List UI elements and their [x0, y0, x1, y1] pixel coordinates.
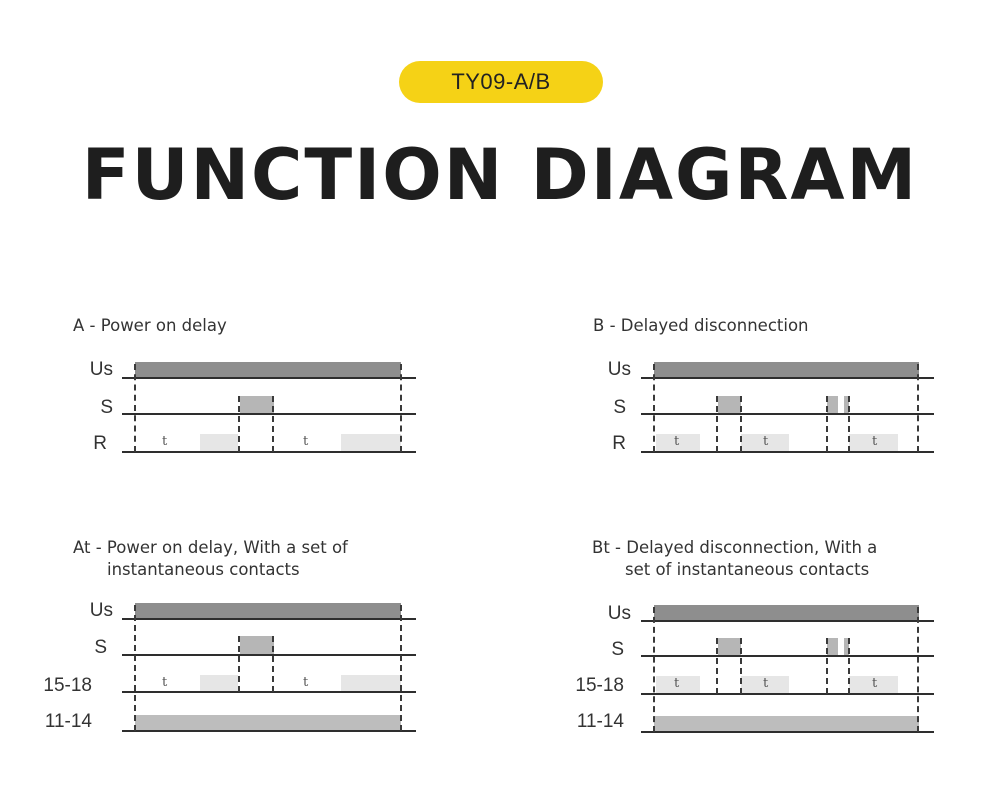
time-marker: [917, 607, 919, 732]
s-pulse: [827, 396, 838, 413]
contact-15-18-baseline: [641, 693, 934, 695]
s-pulse: [718, 638, 741, 655]
label-s: S: [94, 637, 107, 658]
time-marker: [272, 636, 274, 692]
time-marker: [848, 638, 850, 694]
contact-11-14-baseline: [122, 730, 416, 732]
timer-label: t: [674, 434, 680, 449]
s-pulse: [718, 396, 741, 413]
timer-label: t: [162, 675, 168, 690]
s-baseline: [641, 413, 934, 415]
timer-label: t: [872, 434, 878, 449]
s-pulse: [827, 638, 838, 655]
time-marker: [917, 364, 919, 452]
model-badge: TY09-A/B: [399, 61, 603, 103]
label-15-18: 15-18: [43, 675, 92, 696]
label-us: Us: [607, 359, 631, 380]
label-s: S: [611, 639, 624, 660]
r-baseline: [641, 451, 934, 453]
diagram-a-caption: A - Power on delay: [73, 316, 227, 335]
diagram-bt-caption-line2: set of instantaneous contacts: [625, 560, 870, 579]
time-marker: [716, 638, 718, 694]
time-marker: [134, 605, 136, 731]
us-baseline: [122, 618, 416, 620]
us-baseline: [641, 377, 934, 379]
time-marker: [653, 364, 655, 452]
contact-11-14-baseline: [641, 731, 934, 733]
label-s: S: [613, 397, 626, 418]
label-11-14: 11-14: [44, 711, 92, 732]
diagram-at-caption-line2: instantaneous contacts: [107, 560, 300, 579]
time-marker: [716, 396, 718, 452]
label-15-18: 15-18: [575, 675, 624, 696]
timer-label: t: [763, 676, 769, 691]
time-marker: [272, 396, 274, 452]
s-pulse: [240, 636, 274, 654]
label-r: R: [93, 433, 107, 454]
label-us: Us: [607, 603, 631, 624]
label-s: S: [100, 397, 113, 418]
contact-11-14-on-bar: [135, 715, 401, 730]
us-baseline: [122, 377, 416, 379]
timer-label: t: [303, 675, 309, 690]
label-r: R: [612, 433, 626, 454]
contact-11-14-on-bar: [654, 716, 919, 731]
us-on-bar: [135, 603, 401, 618]
contact-15-18-on-bar: [200, 675, 238, 691]
timer-label: t: [303, 434, 309, 449]
time-marker: [740, 396, 742, 452]
timer-label: t: [674, 676, 680, 691]
diagram-bt-caption: Bt - Delayed disconnection, With a: [592, 538, 878, 557]
time-marker: [400, 605, 402, 731]
time-marker: [848, 396, 850, 452]
us-on-bar: [654, 362, 919, 377]
r-on-bar: [200, 434, 238, 451]
r-baseline: [122, 451, 416, 453]
contact-15-18-on-bar: [341, 675, 401, 691]
label-11-14: 11-14: [576, 711, 624, 732]
time-marker: [740, 638, 742, 694]
s-baseline: [641, 655, 934, 657]
timer-label: t: [763, 434, 769, 449]
s-baseline: [122, 654, 416, 656]
s-baseline: [122, 413, 416, 415]
contact-15-18-baseline: [122, 691, 416, 693]
us-on-bar: [135, 362, 401, 377]
time-marker: [826, 638, 828, 694]
time-marker: [826, 396, 828, 452]
time-marker: [238, 396, 240, 452]
time-marker: [653, 607, 655, 732]
timer-label: t: [872, 676, 878, 691]
time-marker: [400, 364, 402, 452]
diagram-at-caption: At - Power on delay, With a set of: [73, 538, 348, 557]
label-us: Us: [89, 600, 113, 621]
diagram-b-caption: B - Delayed disconnection: [593, 316, 809, 335]
us-on-bar: [654, 605, 919, 620]
timer-label: t: [162, 434, 168, 449]
time-marker: [238, 636, 240, 692]
page-title: FUNCTION DIAGRAM: [81, 134, 919, 216]
time-marker: [134, 364, 136, 452]
label-us: Us: [89, 359, 113, 380]
r-on-bar: [341, 434, 401, 451]
us-baseline: [641, 620, 934, 622]
s-pulse: [240, 396, 274, 413]
